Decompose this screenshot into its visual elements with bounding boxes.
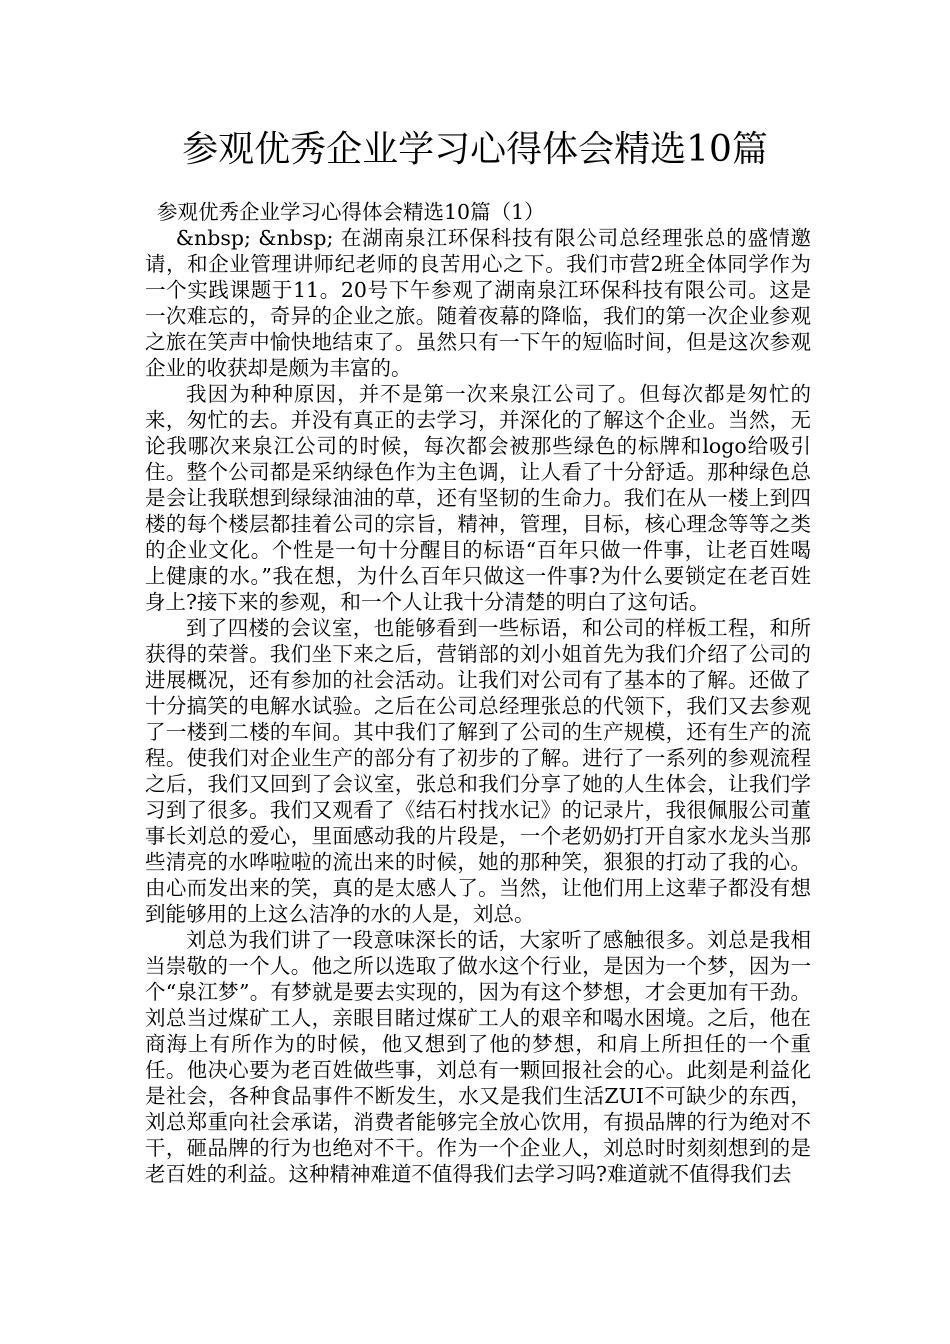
document-title: 参观优秀企业学习心得体会精选10篇 [182, 129, 768, 170]
paragraph-4: 刘总为我们讲了一段意味深长的话，大家听了感触很多。刘总是我相当崇敬的一个人。他之所以选取了做水这个行业，是因为一个梦，因为一个“泉江梦”。有梦就是要去实现的，因为有这个梦想，才会更加有干劲。刘总当过煤矿工人，亲眼目睹过煤矿工人的艰辛和喝水困境。之后，他在商海上有所作为的时候，他又想到了他的梦想，和肩上所担任的一个重任。他决心要为老百姓做些事，刘总有一颗回报社会的心。此刻是利益化是社会，各种食品事件不断发生，水又是我们生活ZUI不可缺少的东西，刘总郑重向社会承诺，消费者能够完全放心饮用，有损品牌的行为绝对不干，砸品牌的行为也绝对不干。作为一个企业人，刘总时时刻刻想到的是老百姓的利益。这种精神难道不值得我们去学习吗?难道就不值得我们去 [145, 928, 811, 1186]
paragraph-2: 我因为种种原因，并不是第一次来泉江公司了。但每次都是匆忙的来，匆忙的去。并没有真正的去学习，并深化的了解这个企业。当然，无论我哪次来泉江公司的时候，每次都会被那些绿色的标牌和logo给吸引住。整个公司都是采纳绿色作为主色调，让人看了十分舒适。那种绿色总是会让我联想到绿绿油油的草，还有坚韧的生命力。我们在从一楼上到四楼的每个楼层都挂着公司的宗旨，精神，管理，目标，核心理念等等之类的企业文化。个性是一句十分醒目的标语“百年只做一件事，让老百姓喝上健康的水。”我在想，为什么百年只做这一件事?为什么要锁定在老百姓身上?接下来的参观，和一个人让我十分清楚的明白了这句话。 [145, 382, 811, 614]
paragraph-1: &nbsp; &nbsp; 在湖南泉江环保科技有限公司总经理张总的盛情邀请，和企业管理讲师纪老师的良苦用心之下。我们市营2班全体同学作为一个实践课题于11。20号下午参观了湖南泉江环保科技有限公司。这是一次难忘的，奇异的企业之旅。随着夜幕的降临，我们的第一次企业参观之旅在笑声中愉快地结束了。虽然只有一下午的短临时间，但是这次参观企业的收获却是颇为丰富的。 [145, 226, 811, 380]
paragraph-3: 到了四楼的会议室，也能够看到一些标语，和公司的样板工程，和所获得的荣誉。我们坐下来之后，营销部的刘小姐首先为我们介绍了公司的进展概况，还有参加的社会活动。让我们对公司有了基本的了解。还做了十分搞笑的电解水试验。之后在公司总经理张总的代领下，我们又去参观了一楼到二楼的车间。其中我们了解到了公司的生产规模，还有生产的流程。使我们对企业生产的部分有了初步的了解。进行了一系列的参观流程之后，我们又回到了会议室，张总和我们分享了她的人生体会，让我们学习到了很多。我们又观看了《结石村找水记》的记录片，我很佩服公司董事长刘总的爱心，里面感动我的片段是，一个老奶奶打开自家水龙头当那些清亮的水哗啦啦的流出来的时候，她的那种笑，狠狠的打动了我的心。由心而发出来的笑，真的是太感人了。当然，让他们用上这辈子都没有想到能够用的上这么洁净的水的人是，刘总。 [145, 616, 811, 926]
document-body [145, 199, 811, 1187]
section-subtitle: 参观优秀企业学习心得体会精选10篇（1） [157, 200, 545, 224]
